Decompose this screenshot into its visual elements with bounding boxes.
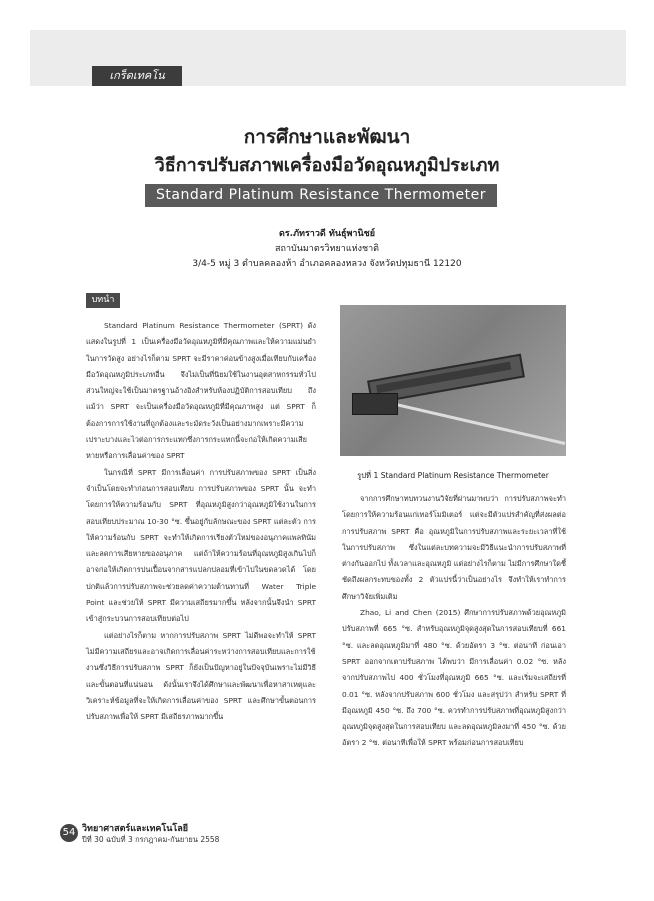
journal-issue: ปีที่ 30 ฉบับที่ 3 กรกฎาคม-กันยายน 2558 bbox=[82, 835, 220, 844]
article-subtitle: Standard Platinum Resistance Thermometer bbox=[145, 184, 497, 207]
page-number: 54 bbox=[60, 824, 78, 842]
article-title-line2: วิธีการปรับสภาพเครื่องมือวัดอุณหภูมิประเภท bbox=[154, 155, 500, 176]
intro-heading: บทนำ bbox=[86, 293, 120, 308]
thermometer-probe-image bbox=[370, 397, 566, 445]
section-label: เกร็ดเทคโน bbox=[92, 66, 182, 86]
paragraph: Standard Platinum Resistance Thermometer (SPRT) ดังแสดงในรูปที่ 1 เป็นเครื่องมือวัดอุณหภูมิที่มีคุณภาพและให้ความแม่นยำในการวัดสูง อย่างไรก็ตาม SPRT จะมีราคาค่อนข้างสูงเมื่อเทียบกับเครื่องมือวัดอุณหภูมิประเภทอื่น จึงไม่เป็นที่นิยมใช้ในงานอุตสาหกรรมทั่วไป ส่วนใหญ่จะใช้เป็นมาตรฐานอ้างอิงสำหรับห้องปฏิบัติการสอบเทียบ ถึงแม้ว่า SPRT จะเป็นเครื่องมือวัดอุณหภูมิที่มีคุณภาพสูง แต่ SPRT ก็ต้องการการใช้งานที่ถูกต้องและระมัดระวังเป็นอย่างมากเพราะมีความเปราะบางและไวต่อการกระแทกซึ่งการกระแทกนี้จะก่อให้เกิดความเสียหายหรือการเลื่อนค่าของ SPRT bbox=[86, 321, 316, 461]
paragraph: แต่อย่างไรก็ตาม หากการปรับสภาพ SPRT ไม่ดีพอจะทำให้ SPRT ไม่มีความเสถียรและอาจเกิดการเลื่อนค่าระหว่างการสอบเทียบและการใช้งานซึ่งวิธีการปรับสภาพ SPRT ก็ยังเป็นปัญหาอยู่ในปัจจุบันเพราะไม่มีวิธีและขั้นตอนที่แน่นอน ดังนั้นเราจึงได้ศึกษาและพัฒนาเพื่อหาสาเหตุและวิเคราะห์ข้อมูลที่จะให้เกิดการเลื่อนค่าของ SPRT และศึกษาขั้นตอนการปรับสภาพเพื่อให้ SPRT มีเสถียรภาพมากขึ้น bbox=[86, 630, 316, 722]
right-column bbox=[342, 491, 566, 752]
journal-name: วิทยาศาสตร์และเทคโนโลยี bbox=[82, 824, 189, 834]
article-title-line1: การศึกษาและพัฒนา bbox=[243, 126, 411, 148]
paragraph: ในกรณีที่ SPRT มีการเลื่อนค่า การปรับสภาพของ SPRT เป็นสิ่งจำเป็นโดยจะทำก่อนการสอบเทียบ การปรับสภาพของ SPRT นั้น จะทำโดยการให้ความร้อนกับ SPRT ที่อุณหภูมิสูงกว่าอุณหภูมิใช้งานในการสอบเทียบประมาณ 10-30 °ซ. ขึ้นอยู่กับลักษณะของ SPRT แต่ละตัว การให้ความร้อนกับ SPRT จะทำให้เกิดการเรียงตัวใหม่ของอนุภาคแพลทินัมและลดการเสียหายของอนุภาค แต่ถ้าให้ความร้อนที่อุณหภูมิสูงเกินไปก็อาจก่อให้เกิดการปนเปื้อนจากสารแปลกปลอมที่เข้าไปในขดลวดได้ โดยปกติแล้วการปรับสภาพจะช่วยลดค่าความต้านทานที่ Water Triple Point และช่วยให้ SPRT มีความเสถียรมากขึ้น หลังจากนั้นจึงนำ SPRT เข้าสู่กระบวนการสอบเทียบต่อไป bbox=[86, 467, 316, 624]
figure-caption: รูปที่ 1 Standard Platinum Resistance Thermometer bbox=[357, 471, 549, 480]
paragraph: จากการศึกษาทบทวนงานวิจัยที่ผ่านมาพบว่า การปรับสภาพจะทำโดยการให้ความร้อนแก่เทอร์โมมิเตอร์ แต่จะมีตัวแปรสำคัญที่ส่งผลต่อการปรับสภาพ SPRT คือ อุณหภูมิในการปรับสภาพและระยะเวลาที่ใช้ในการปรับสภาพ ซึ่งในแต่ละบทความจะมีวิธีแนะนำการปรับสภาพที่ต่างกันออกไป ทั้งเวลาและอุณหภูมิ แต่อย่างไรก็ตาม ไม่มีการศึกษาใดชี้ชัดถึงผลกระทบของทั้ง 2 ตัวแปรนี้ว่าเป็นอย่างไร จึงทำให้เราทำการศึกษาวิจัยเพิ่มเติม bbox=[342, 494, 566, 601]
paragraph: Zhao, Li and Chen (2015) ศึกษาการปรับสภาพด้วยอุณหภูมิปรับสภาพที่ 665 °ซ. สำหรับอุณหภูมิจุดสูงสุดในการสอบเทียบที่ 661 °ซ. และลดอุณหภูมิมาที่ 480 °ซ. ด้วยอัตรา 3 °ซ. ต่อนาที ก่อนเอา SPRT ออกจากเตาปรับสภาพ ได้พบว่า มีการเลื่อนค่า 0.02 °ซ. หลังจากปรับสภาพไป 400 ชั่วโมงที่อุณหภูมิ 665 °ซ. และเริ่มจะเสถียรที่ 0.01 °ซ. หลังจากปรับสภาพ 600 ชั่วโมง และสรุปว่า สำหรับ SPRT ที่มีอุณหภูมิ 450 °ซ. ถึง 700 °ซ. ควรทำการปรับสภาพที่อุณหภูมิสูงกว่าอุณหภูมิจุดสูงสุดในการสอบเทียบ และลดอุณหภูมิลงมาที่ 450 °ซ. ด้วยอัตรา 2 °ซ. ต่อนาทีเพื่อให้ SPRT พร้อมก่อนการสอบเทียบ bbox=[342, 608, 566, 748]
left-column bbox=[86, 318, 316, 725]
author-address: 3/4-5 หมู่ 3 ตำบลคลองห้า อำเภอคลองหลวง จังหวัดปทุมธานี 12120 bbox=[192, 259, 462, 269]
thermometer-handle-image bbox=[352, 393, 398, 415]
thermometer-photo bbox=[340, 305, 566, 456]
author-name: ดร.ภัทราวดี ทันธุ์พานิชย์ bbox=[279, 229, 375, 239]
author-institute: สถาบันมาตรวิทยาแห่งชาติ bbox=[275, 244, 379, 254]
